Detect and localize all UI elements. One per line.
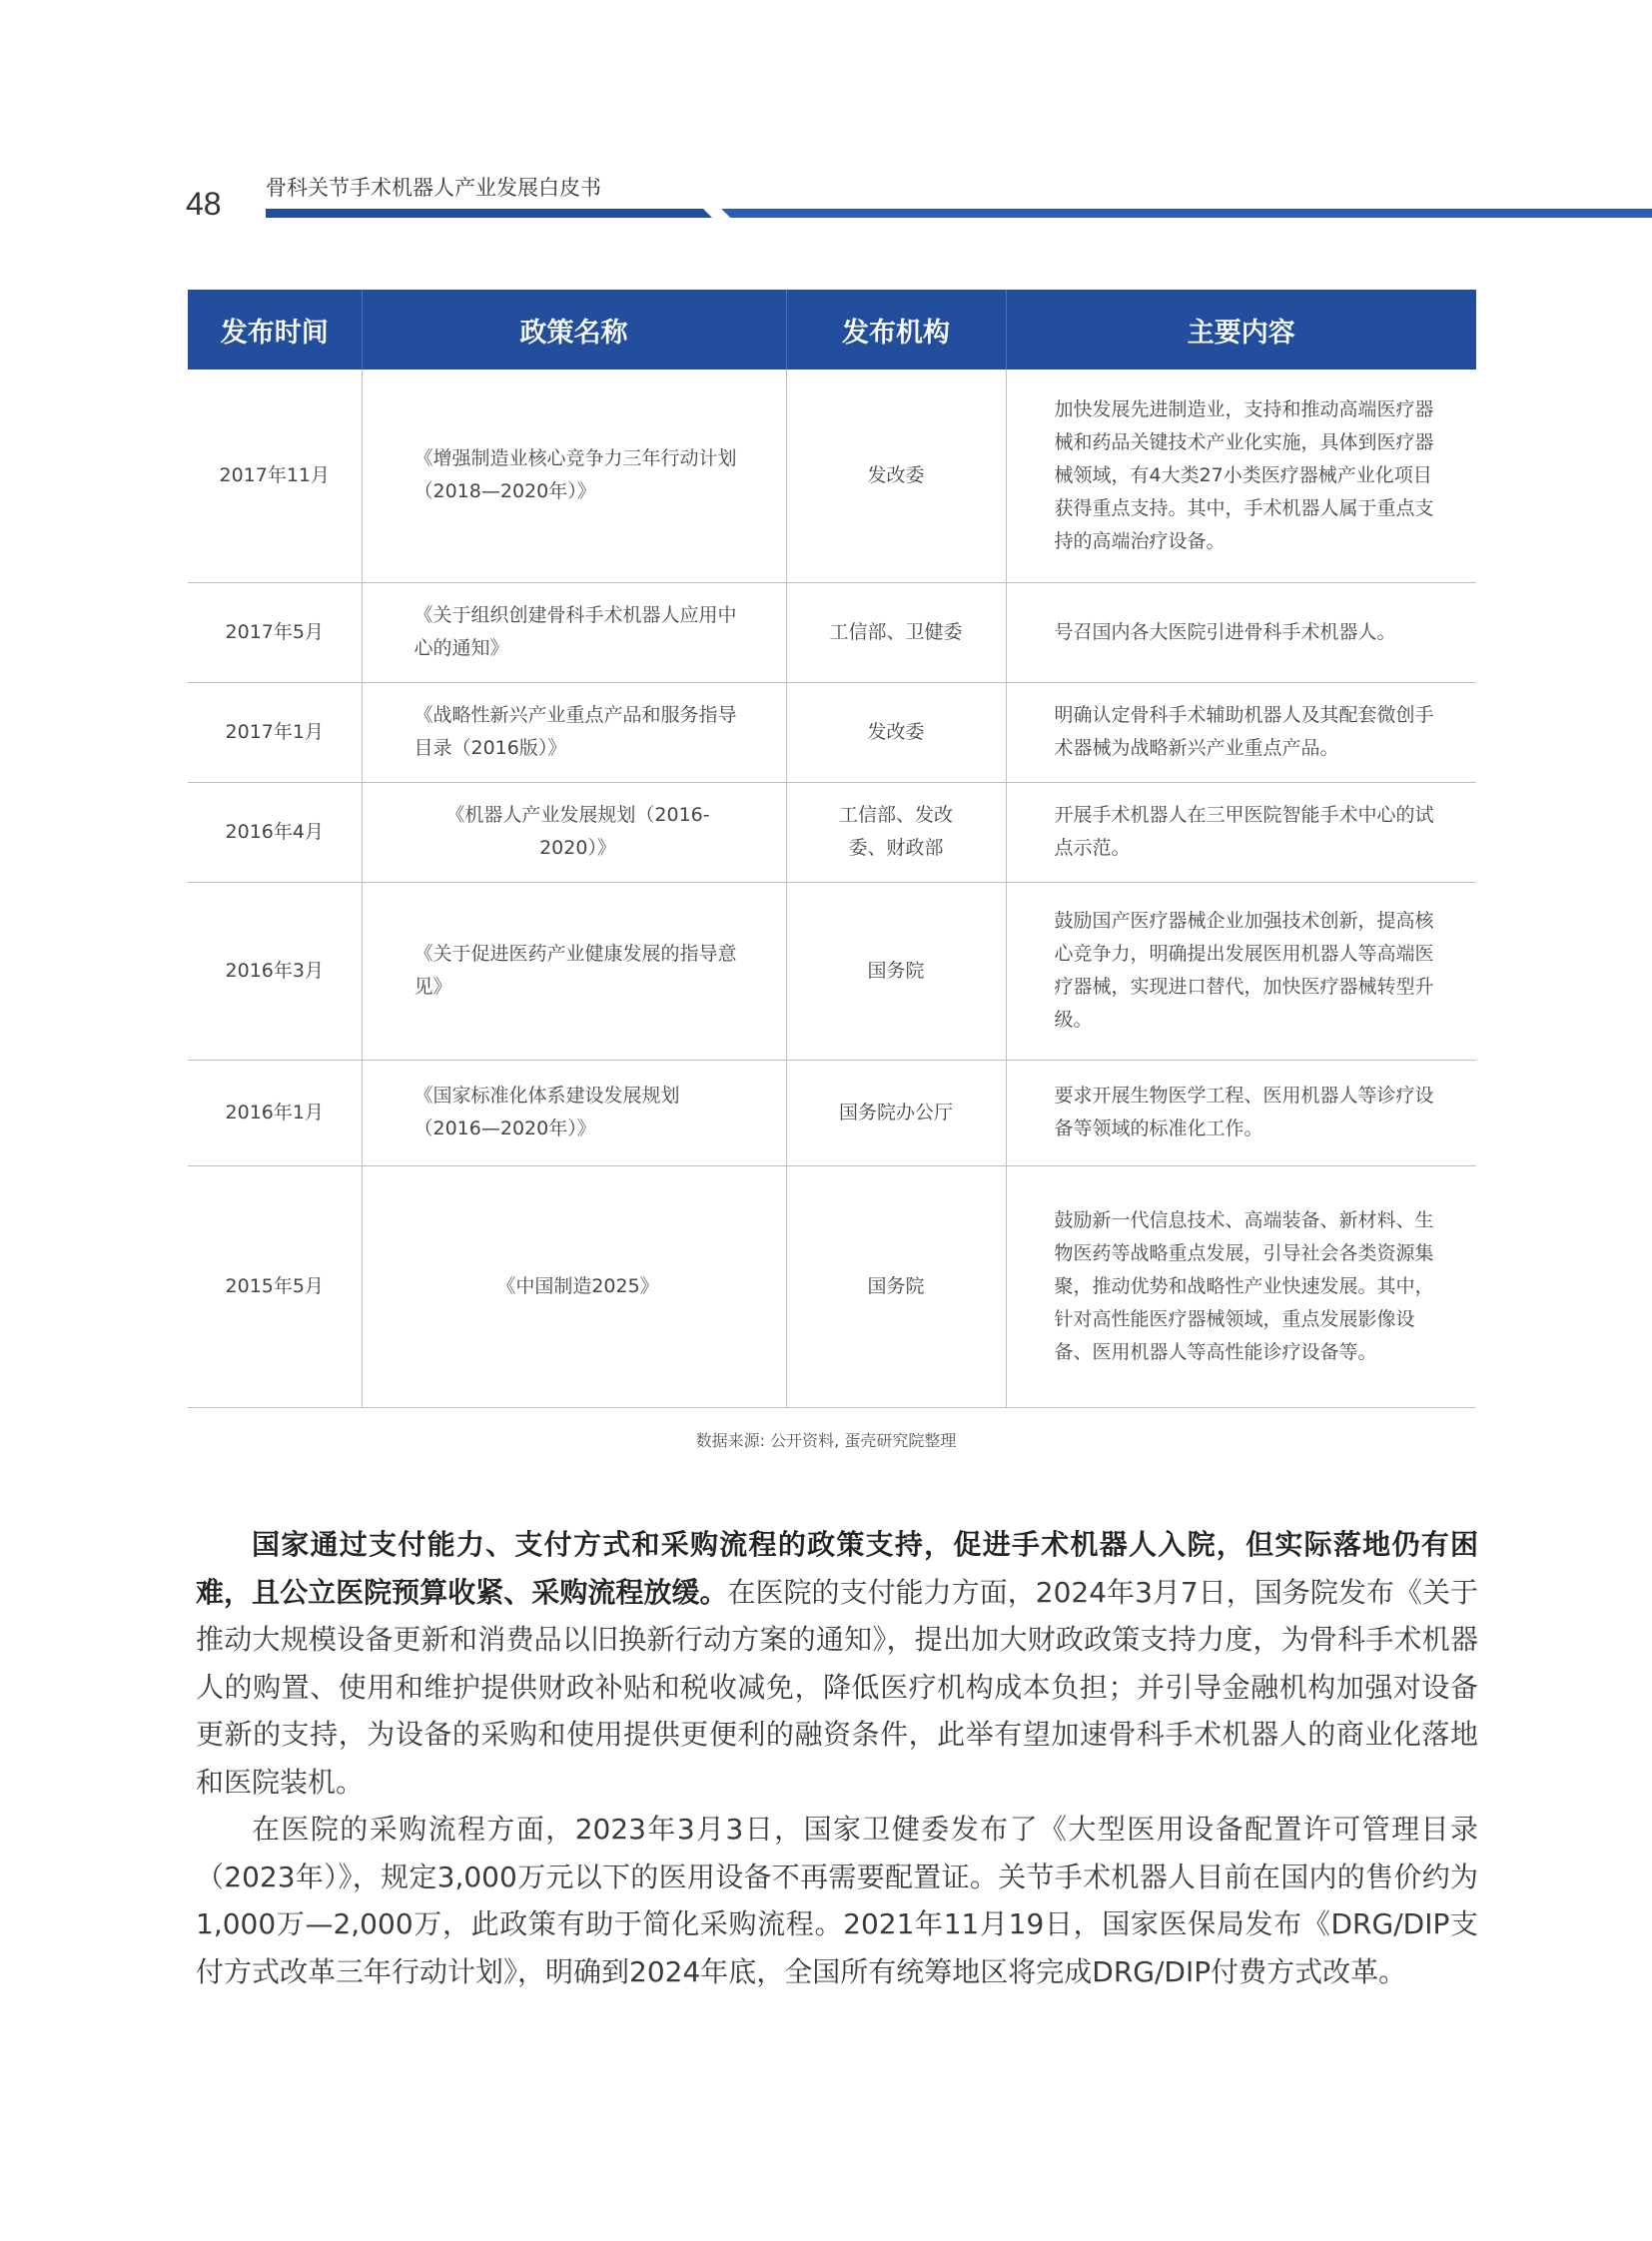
header-rule-left: [266, 209, 712, 218]
cell-agency: 工信部、卫健委: [786, 582, 1006, 682]
cell-date: 2015年5月: [188, 1165, 362, 1407]
table-row: [188, 582, 1476, 682]
policy-table: [188, 290, 1476, 1408]
paragraph-lead: 国家通过支付能力、支付方式和采购流程的政策支持，促进手术机器人入院，但实际落地仍有困难，且公立医院预算收紧、采购流程放缓。: [196, 1528, 1478, 1609]
table-row: [188, 1060, 1476, 1165]
table-row: [188, 682, 1476, 782]
header-rule-right: [721, 209, 1652, 218]
cell-agency: 工信部、发改委、财政部: [786, 782, 1006, 882]
cell-date: 2017年5月: [188, 582, 362, 682]
paragraph-text: 在医院的支付能力方面，2024年3月7日，国务院发布《关于推动大规模设备更新和消费品以旧换新行动方案的通知》，提出加大财政政策支持力度，为骨科手术机器人的购置、使用和维护提供财政补贴和税收减免，降低医疗机构成本负担；并引导金融机构加强对设备更新的支持，为设备的采购和使用提供更便利的融资条件，此举有望加速骨科手术机器人的商业化落地和医院装机。: [196, 1575, 1478, 1799]
cell-date: 2016年3月: [188, 882, 362, 1060]
column-header-name: 政策名称: [362, 290, 786, 370]
document-title: 骨科关节手术机器人产业发展白皮书: [266, 176, 601, 200]
cell-date: 2017年1月: [188, 682, 362, 782]
page-number: 48: [186, 186, 222, 222]
table-row: [188, 782, 1476, 882]
table-row: [188, 370, 1476, 582]
cell-policy-name: 《机器人产业发展规划（2016-2020）》: [362, 782, 786, 882]
data-source-note: 数据来源: 公开资料, 蛋壳研究院整理: [695, 1431, 957, 1450]
body-text: [196, 1521, 1478, 1995]
cell-date: 2016年1月: [188, 1060, 362, 1165]
cell-policy-name: 《关于促进医药产业健康发展的指导意见》: [362, 882, 786, 1060]
cell-agency: 国务院: [786, 1165, 1006, 1407]
column-header-date: 发布时间: [188, 290, 362, 370]
paragraph: [196, 1521, 1478, 1806]
cell-policy-name: 《战略性新兴产业重点产品和服务指导目录（2016版）》: [362, 682, 786, 782]
paragraph-text: 在医院的采购流程方面，2023年3月3日，国家卫健委发布了《大型医用设备配置许可管理目录（2023年）》，规定3,000万元以下的医用设备不再需要配置证。关节手术机器人目前在国内的售价约为1,000万—2,000万，此政策有助于简化采购流程。2021年11月19日，国家医保局发布《DRG/DIP支付方式改革三年行动计划》，明确到2024年底，全国所有统筹地区将完成DRG/DIP付费方式改革。: [196, 1813, 1478, 1988]
cell-content: 加快发展先进制造业，支持和推动高端医疗器械和药品关键技术产业化实施，具体到医疗器械领域，有4大类27小类医疗器械产业化项目获得重点支持。其中，手术机器人属于重点支持的高端治疗设备。: [1006, 370, 1476, 582]
cell-content: 号召国内各大医院引进骨科手术机器人。: [1006, 582, 1476, 682]
cell-content: 明确认定骨科手术辅助机器人及其配套微创手术器械为战略新兴产业重点产品。: [1006, 682, 1476, 782]
table-row: [188, 1165, 1476, 1407]
cell-content: 开展手术机器人在三甲医院智能手术中心的试点示范。: [1006, 782, 1476, 882]
cell-agency: 国务院: [786, 882, 1006, 1060]
cell-policy-name: 《增强制造业核心竞争力三年行动计划（2018—2020年）》: [362, 370, 786, 582]
cell-content: 要求开展生物医学工程、医用机器人等诊疗设备等领域的标准化工作。: [1006, 1060, 1476, 1165]
cell-date: 2017年11月: [188, 370, 362, 582]
cell-agency: 发改委: [786, 370, 1006, 582]
cell-agency: 发改委: [786, 682, 1006, 782]
cell-date: 2016年4月: [188, 782, 362, 882]
table-header-row: [188, 290, 1476, 370]
cell-content: 鼓励新一代信息技术、高端装备、新材料、生物医药等战略重点发展，引导社会各类资源集聚，推动优势和战略性产业快速发展。其中，针对高性能医疗器械领域，重点发展影像设备、医用机器人等高性能诊疗设备等。: [1006, 1165, 1476, 1407]
cell-policy-name: 《中国制造2025》: [362, 1165, 786, 1407]
cell-policy-name: 《国家标准化体系建设发展规划（2016—2020年）》: [362, 1060, 786, 1165]
column-header-content: 主要内容: [1006, 290, 1476, 370]
column-header-agency: 发布机构: [786, 290, 1006, 370]
table-row: [188, 882, 1476, 1060]
paragraph: [196, 1806, 1478, 1995]
cell-content: 鼓励国产医疗器械企业加强技术创新，提高核心竞争力，明确提出发展医用机器人等高端医疗器械，实现进口替代，加快医疗器械转型升级。: [1006, 882, 1476, 1060]
cell-policy-name: 《关于组织创建骨科手术机器人应用中心的通知》: [362, 582, 786, 682]
cell-agency: 国务院办公厅: [786, 1060, 1006, 1165]
